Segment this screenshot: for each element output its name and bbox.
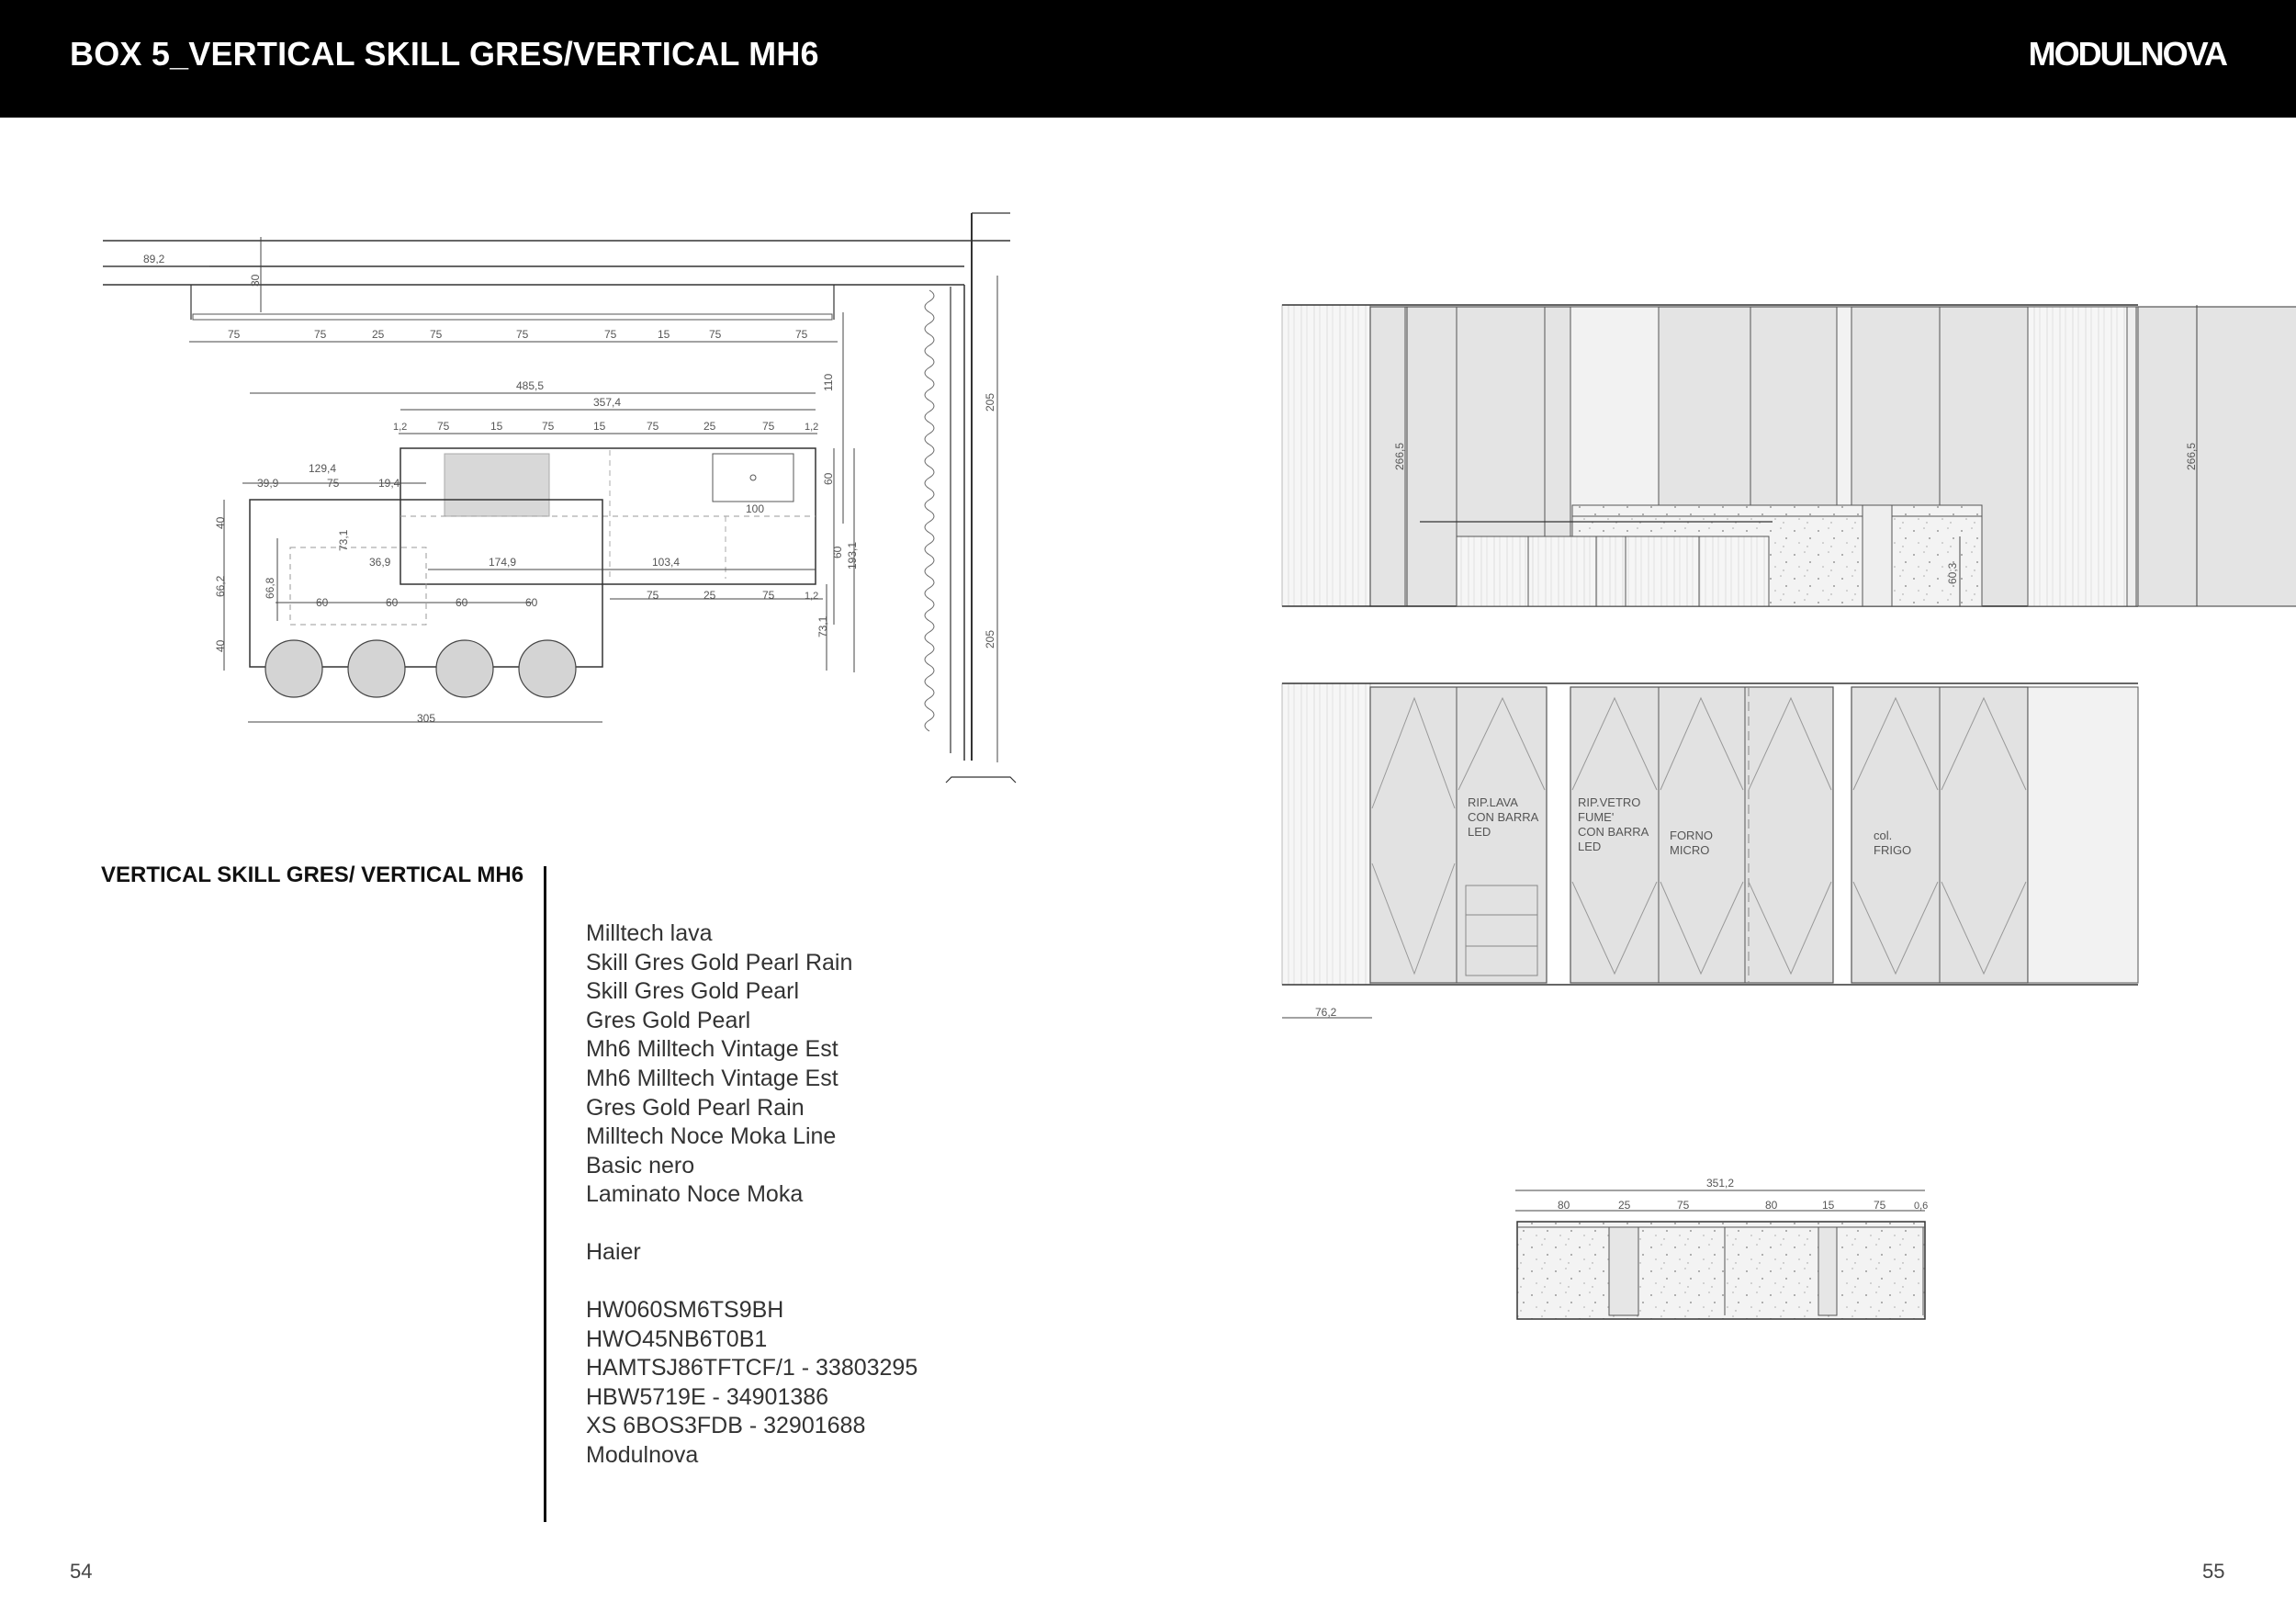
spec-value: Mh6 Milltech Vintage Est: [586, 1066, 838, 1091]
spec-value: Gres Gold Pearl: [586, 1008, 751, 1033]
counter-dim-351: 351,2: [1706, 1177, 1735, 1190]
dim-m-75d: 75: [762, 420, 775, 433]
dim-m-12a: 1,2: [393, 422, 408, 433]
dim-19: 19,4: [378, 477, 400, 490]
dim-205a: 205: [984, 392, 996, 412]
elev-dim-60: 60,3: [1946, 562, 1959, 584]
dim-m-75b: 75: [542, 420, 555, 433]
counter-dim-80a: 80: [1558, 1199, 1570, 1212]
dim-top-25: 25: [372, 328, 385, 341]
page-number-right: 55: [2202, 1560, 2225, 1583]
label-frigo-2: FRIGO: [1874, 843, 1912, 857]
dim-m-75a: 75: [437, 420, 450, 433]
counter-dim-06: 0,6: [1914, 1201, 1929, 1212]
dim-89: 89,2: [143, 253, 165, 265]
spec-value: Skill Gres Gold Pearl: [586, 978, 800, 1004]
elevation-tall-units: [1282, 683, 2138, 1019]
label-frigo-1: col.: [1874, 829, 1893, 842]
label-forno-1: FORNO: [1670, 829, 1713, 842]
dim-b-75a: 75: [647, 589, 659, 602]
spec-divider: [544, 866, 546, 1522]
dim-top-75f: 75: [709, 328, 722, 341]
dim-top-15: 15: [658, 328, 670, 341]
counter-elevation: [1515, 1177, 1928, 1319]
floor-plan: [103, 213, 1016, 783]
dim-top-75b: 75: [314, 328, 327, 341]
dim-103: 103,4: [652, 556, 681, 569]
dim-b-25: 25: [703, 589, 716, 602]
dim-174: 174,9: [489, 556, 517, 569]
dim-129: 129,4: [309, 462, 337, 475]
dim-b-75b: 75: [762, 589, 775, 602]
label-rip-vetro-4: LED: [1578, 840, 1602, 853]
spec-value: Laminato Noce Moka: [586, 1181, 804, 1207]
spec-value: Milltech Noce Moka Line: [586, 1123, 837, 1149]
dim-m-15b: 15: [593, 420, 606, 433]
spec-value: Mh6 Milltech Vintage Est: [586, 1036, 838, 1062]
dim-m-25: 25: [703, 420, 716, 433]
dim-66b: 66,8: [264, 577, 276, 599]
dim-40b: 40: [214, 639, 227, 652]
spec-value: HW060SM6TS9BH: [586, 1297, 784, 1323]
spec-value: Skill Gres Gold Pearl Rain: [586, 950, 853, 976]
dim-top-75d: 75: [516, 328, 529, 341]
document-title: BOX 5_VERTICAL SKILL GRES/VERTICAL MH6: [70, 35, 819, 73]
label-rip-lava-1: RIP.LAVA: [1468, 795, 1518, 809]
elevation-front: [1282, 305, 2296, 606]
spec-value: Modulnova: [586, 1442, 699, 1468]
dim-205b: 205: [984, 629, 996, 648]
dim-40a: 40: [214, 516, 227, 529]
dim-110: 110: [822, 373, 835, 391]
dim-60-right2: 60: [831, 546, 844, 558]
counter-dim-15: 15: [1822, 1199, 1835, 1212]
spec-value: Gres Gold Pearl Rain: [586, 1095, 805, 1121]
dim-m-15a: 15: [490, 420, 503, 433]
spec-value: XS 6BOS3FDB - 32901688: [586, 1413, 866, 1438]
dim-39: 39,9: [257, 477, 279, 490]
elev-dim-266a: 266,5: [1393, 442, 1406, 470]
spec-value: HBW5719E - 34901386: [586, 1384, 829, 1410]
label-rip-lava-3: LED: [1468, 825, 1491, 839]
dim-73a: 73,1: [337, 529, 350, 551]
dim-stool-60c: 60: [456, 596, 468, 609]
dim-66a: 66,2: [214, 575, 227, 597]
counter-dim-80b: 80: [1765, 1199, 1778, 1212]
dim-m-75c: 75: [647, 420, 659, 433]
dim-top-75a: 75: [228, 328, 241, 341]
dim-357: 357,4: [593, 396, 622, 409]
dim-stool-60a: 60: [316, 596, 329, 609]
spec-value: Haier: [586, 1239, 641, 1265]
label-rip-vetro-2: FUME': [1578, 810, 1615, 824]
dim-305: 305: [417, 712, 436, 725]
counter-dim-75a: 75: [1677, 1199, 1690, 1212]
page-header: [0, 0, 2296, 118]
dim-stool-60b: 60: [386, 596, 399, 609]
counter-dim-75b: 75: [1874, 1199, 1886, 1212]
spec-value: HAMTSJ86TFTCF/1 - 33803295: [586, 1355, 918, 1381]
page-number-left: 54: [70, 1560, 93, 1583]
spec-value: Milltech lava: [586, 920, 713, 946]
dim-75: 75: [327, 477, 340, 490]
dim-stool-60d: 60: [525, 596, 538, 609]
spec-title: VERTICAL SKILL GRES/ VERTICAL MH6: [101, 863, 524, 887]
dim-100: 100: [746, 502, 765, 515]
spec-value: Basic nero: [586, 1153, 695, 1179]
dim-30: 30: [249, 274, 262, 287]
label-forno-2: MICRO: [1670, 843, 1710, 857]
dim-m-12b: 1,2: [805, 422, 819, 433]
label-rip-lava-2: CON BARRA: [1468, 810, 1539, 824]
spec-value: HWO45NB6T0B1: [586, 1326, 768, 1352]
dim-36: 36,9: [369, 556, 391, 569]
dim-top-75e: 75: [604, 328, 617, 341]
elev-dim-266b: 266,5: [2185, 442, 2198, 470]
dim-60-right: 60: [822, 472, 835, 485]
label-rip-vetro-3: CON BARRA: [1578, 825, 1649, 839]
dim-485: 485,5: [516, 379, 545, 392]
counter-dim-25: 25: [1618, 1199, 1631, 1212]
elev-dim-76: 76,2: [1315, 1006, 1337, 1019]
label-rip-vetro-1: RIP.VETRO: [1578, 795, 1641, 809]
dim-top-75g: 75: [795, 328, 808, 341]
brand-logo: MODULNOVA: [2028, 35, 2226, 73]
dim-top-75c: 75: [430, 328, 443, 341]
dim-b-12: 1,2: [805, 591, 819, 602]
dim-73b: 73,1: [816, 615, 829, 637]
dim-193: 193,1: [846, 541, 859, 570]
